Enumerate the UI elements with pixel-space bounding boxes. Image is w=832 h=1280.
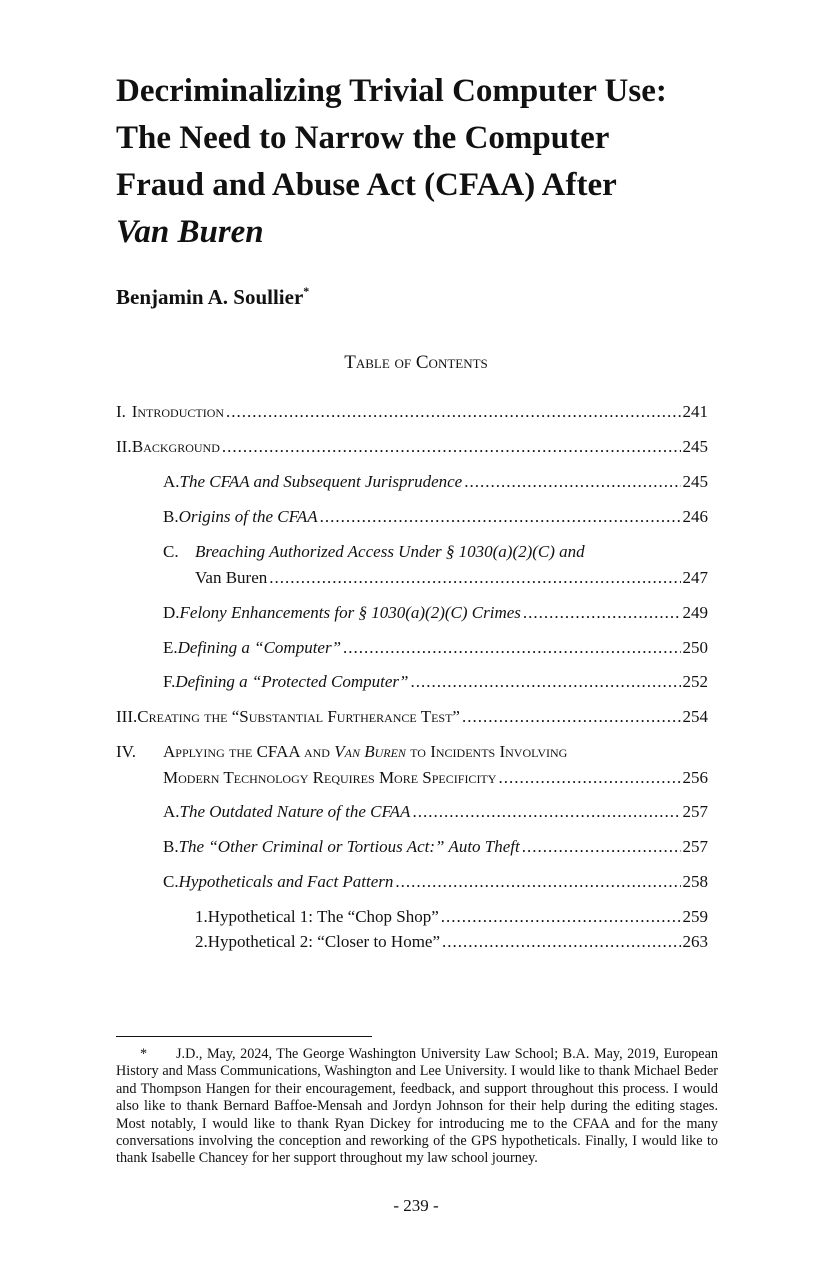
toc-entry-page: 241: [682, 402, 708, 421]
toc-entry-number: 2.: [195, 932, 208, 951]
toc-entry-title: Introduction: [131, 402, 225, 421]
toc-entry-page: 259: [682, 907, 708, 926]
toc-entry-title-part: Applying the CFAA and: [163, 742, 335, 761]
toc-entry-title-case-name: Van Buren: [334, 742, 406, 761]
author-name-text: Benjamin A. Soullier: [116, 285, 304, 309]
toc-entry-page: 249: [682, 603, 708, 622]
toc-entry-title: The “Other Criminal or Tortious Act:” Auto Theft: [178, 837, 520, 856]
toc-entry-number: I.: [116, 402, 126, 421]
toc-entry-title: Creating the “Substantial Furtherance Test”: [137, 707, 460, 726]
toc-leader: [442, 932, 680, 952]
toc-leader: [523, 603, 681, 623]
toc-leader: [343, 638, 680, 658]
toc-entry-page: 245: [682, 472, 708, 491]
toc-leader: [522, 837, 681, 857]
toc-entry-number: II.: [116, 437, 132, 456]
toc-leader: [412, 802, 680, 822]
toc-entry-number: A.: [163, 802, 180, 821]
toc-entry: [163, 603, 708, 623]
toc-leader: [498, 768, 680, 788]
title-line-1: Decriminalizing Trivial Computer Use:: [116, 73, 667, 109]
toc-leader: [320, 507, 681, 527]
toc-entry-page: 246: [682, 507, 708, 526]
toc-entry-title: Breaching Authorized Access Under § 1030(a)(2)(C) and: [195, 542, 585, 561]
toc-entry-page: 257: [682, 837, 708, 856]
toc-leader: [441, 907, 681, 927]
toc-entry: [163, 837, 708, 857]
footnote-mark: *: [140, 1046, 148, 1062]
footnote: [116, 1046, 718, 1168]
toc-leader: [269, 568, 680, 588]
toc-entry-title: The CFAA and Subsequent Jurisprudence: [179, 472, 463, 491]
toc-entry: [116, 707, 708, 727]
toc-leader: [462, 707, 681, 727]
toc-entry-title: Defining a “Computer”: [177, 638, 342, 657]
title-line-4: Van Buren: [116, 214, 264, 250]
toc-entry: [116, 437, 708, 457]
title-line-3: Fraud and Abuse Act (CFAA) After: [116, 167, 617, 203]
toc-entry-page: 250: [682, 638, 708, 657]
toc-entry-title-continued: Van Buren: [195, 568, 268, 587]
toc-entry: [163, 507, 708, 527]
toc-entry-number: E.: [163, 638, 178, 657]
toc-entry-page: 254: [682, 707, 708, 726]
toc-entry: [163, 802, 708, 822]
toc-leader: [226, 402, 680, 422]
footnote-divider: [116, 1036, 372, 1037]
toc-leader: [395, 872, 680, 892]
toc-entry-number: IV.: [116, 742, 136, 761]
toc-entry-title: Background: [131, 437, 220, 456]
toc-leader: [222, 437, 681, 457]
toc-entry-title: Defining a “Protected Computer”: [175, 672, 409, 691]
toc-entry-number: III.: [116, 707, 138, 726]
toc-entry: [116, 402, 708, 422]
title-line-2: The Need to Narrow the Computer: [116, 120, 610, 156]
toc-entry: [163, 872, 708, 892]
toc-heading: Table of Contents: [344, 352, 488, 373]
toc-entry: [195, 568, 708, 588]
toc-entry-title: Origins of the CFAA: [178, 507, 318, 526]
toc-entry-page: 252: [682, 672, 708, 691]
toc-entry-title: Hypothetical 2: “Closer to Home”: [207, 932, 441, 951]
toc-entry-title-part: to Incidents Involving: [405, 742, 568, 761]
author-footnote-mark: *: [303, 284, 310, 298]
toc-entry: [195, 932, 708, 952]
toc-leader: [410, 672, 680, 692]
toc-entry-page: 258: [682, 872, 708, 891]
toc-leader: [464, 472, 680, 492]
toc-entry-number: B.: [163, 507, 179, 526]
toc-entry-number: D.: [163, 603, 180, 622]
toc-entry-number: B.: [163, 837, 179, 856]
footnote-text: J.D., May, 2024, The George Washington University Law School; B.A. May, 2019, European History and Mass Communications, Washington and Lee University. I would like to thank Michael Beder and Thompson Hangen for their encouragement, feedback, and support throughout this process. I would also like to thank Bernard Baffoe-Mensah and Jordyn Johnson for their help during the editing stages. Most notably, I would like to thank Ryan Dickey for introducing me to the CFAA and for the many conversations involving the conception and reworking of the GPS hypotheticals. Finally, I would like to thank Isabelle Chancey for her support throughout my law school journey.: [116, 1046, 718, 1167]
toc-entry-first-line: [116, 742, 567, 762]
toc-entry-page: 256: [682, 768, 708, 787]
toc-entry-title: The Outdated Nature of the CFAA: [179, 802, 411, 821]
toc-entry-page: 245: [682, 437, 708, 456]
toc-entry: [163, 638, 708, 658]
toc-entry-page: 257: [682, 802, 708, 821]
toc-entry-number: C.: [163, 872, 179, 891]
toc-entry: [163, 472, 708, 492]
toc-entry-title: Hypothetical 1: The “Chop Shop”: [207, 907, 439, 926]
toc-entry-first-line: [163, 542, 585, 562]
toc-entry-page: 247: [682, 568, 708, 587]
toc-entry-number: C.: [163, 542, 179, 561]
author-name: [116, 284, 309, 310]
toc-entry-title: Felony Enhancements for § 1030(a)(2)(C) Crimes: [179, 603, 521, 622]
page-number: - 239 -: [393, 1196, 439, 1215]
toc-entry-number: F.: [163, 672, 176, 691]
toc-entry: [195, 907, 708, 927]
article-title: [116, 68, 756, 256]
toc-entry-page: 263: [682, 932, 708, 951]
toc-entry-title: Hypotheticals and Fact Pattern: [178, 872, 394, 891]
toc-entry-number: 1.: [195, 907, 208, 926]
toc-entry: [163, 768, 708, 788]
toc-entry-number: A.: [163, 472, 180, 491]
toc-entry: [163, 672, 708, 692]
toc-entry-title-continued: Modern Technology Requires More Specificity: [163, 768, 497, 787]
